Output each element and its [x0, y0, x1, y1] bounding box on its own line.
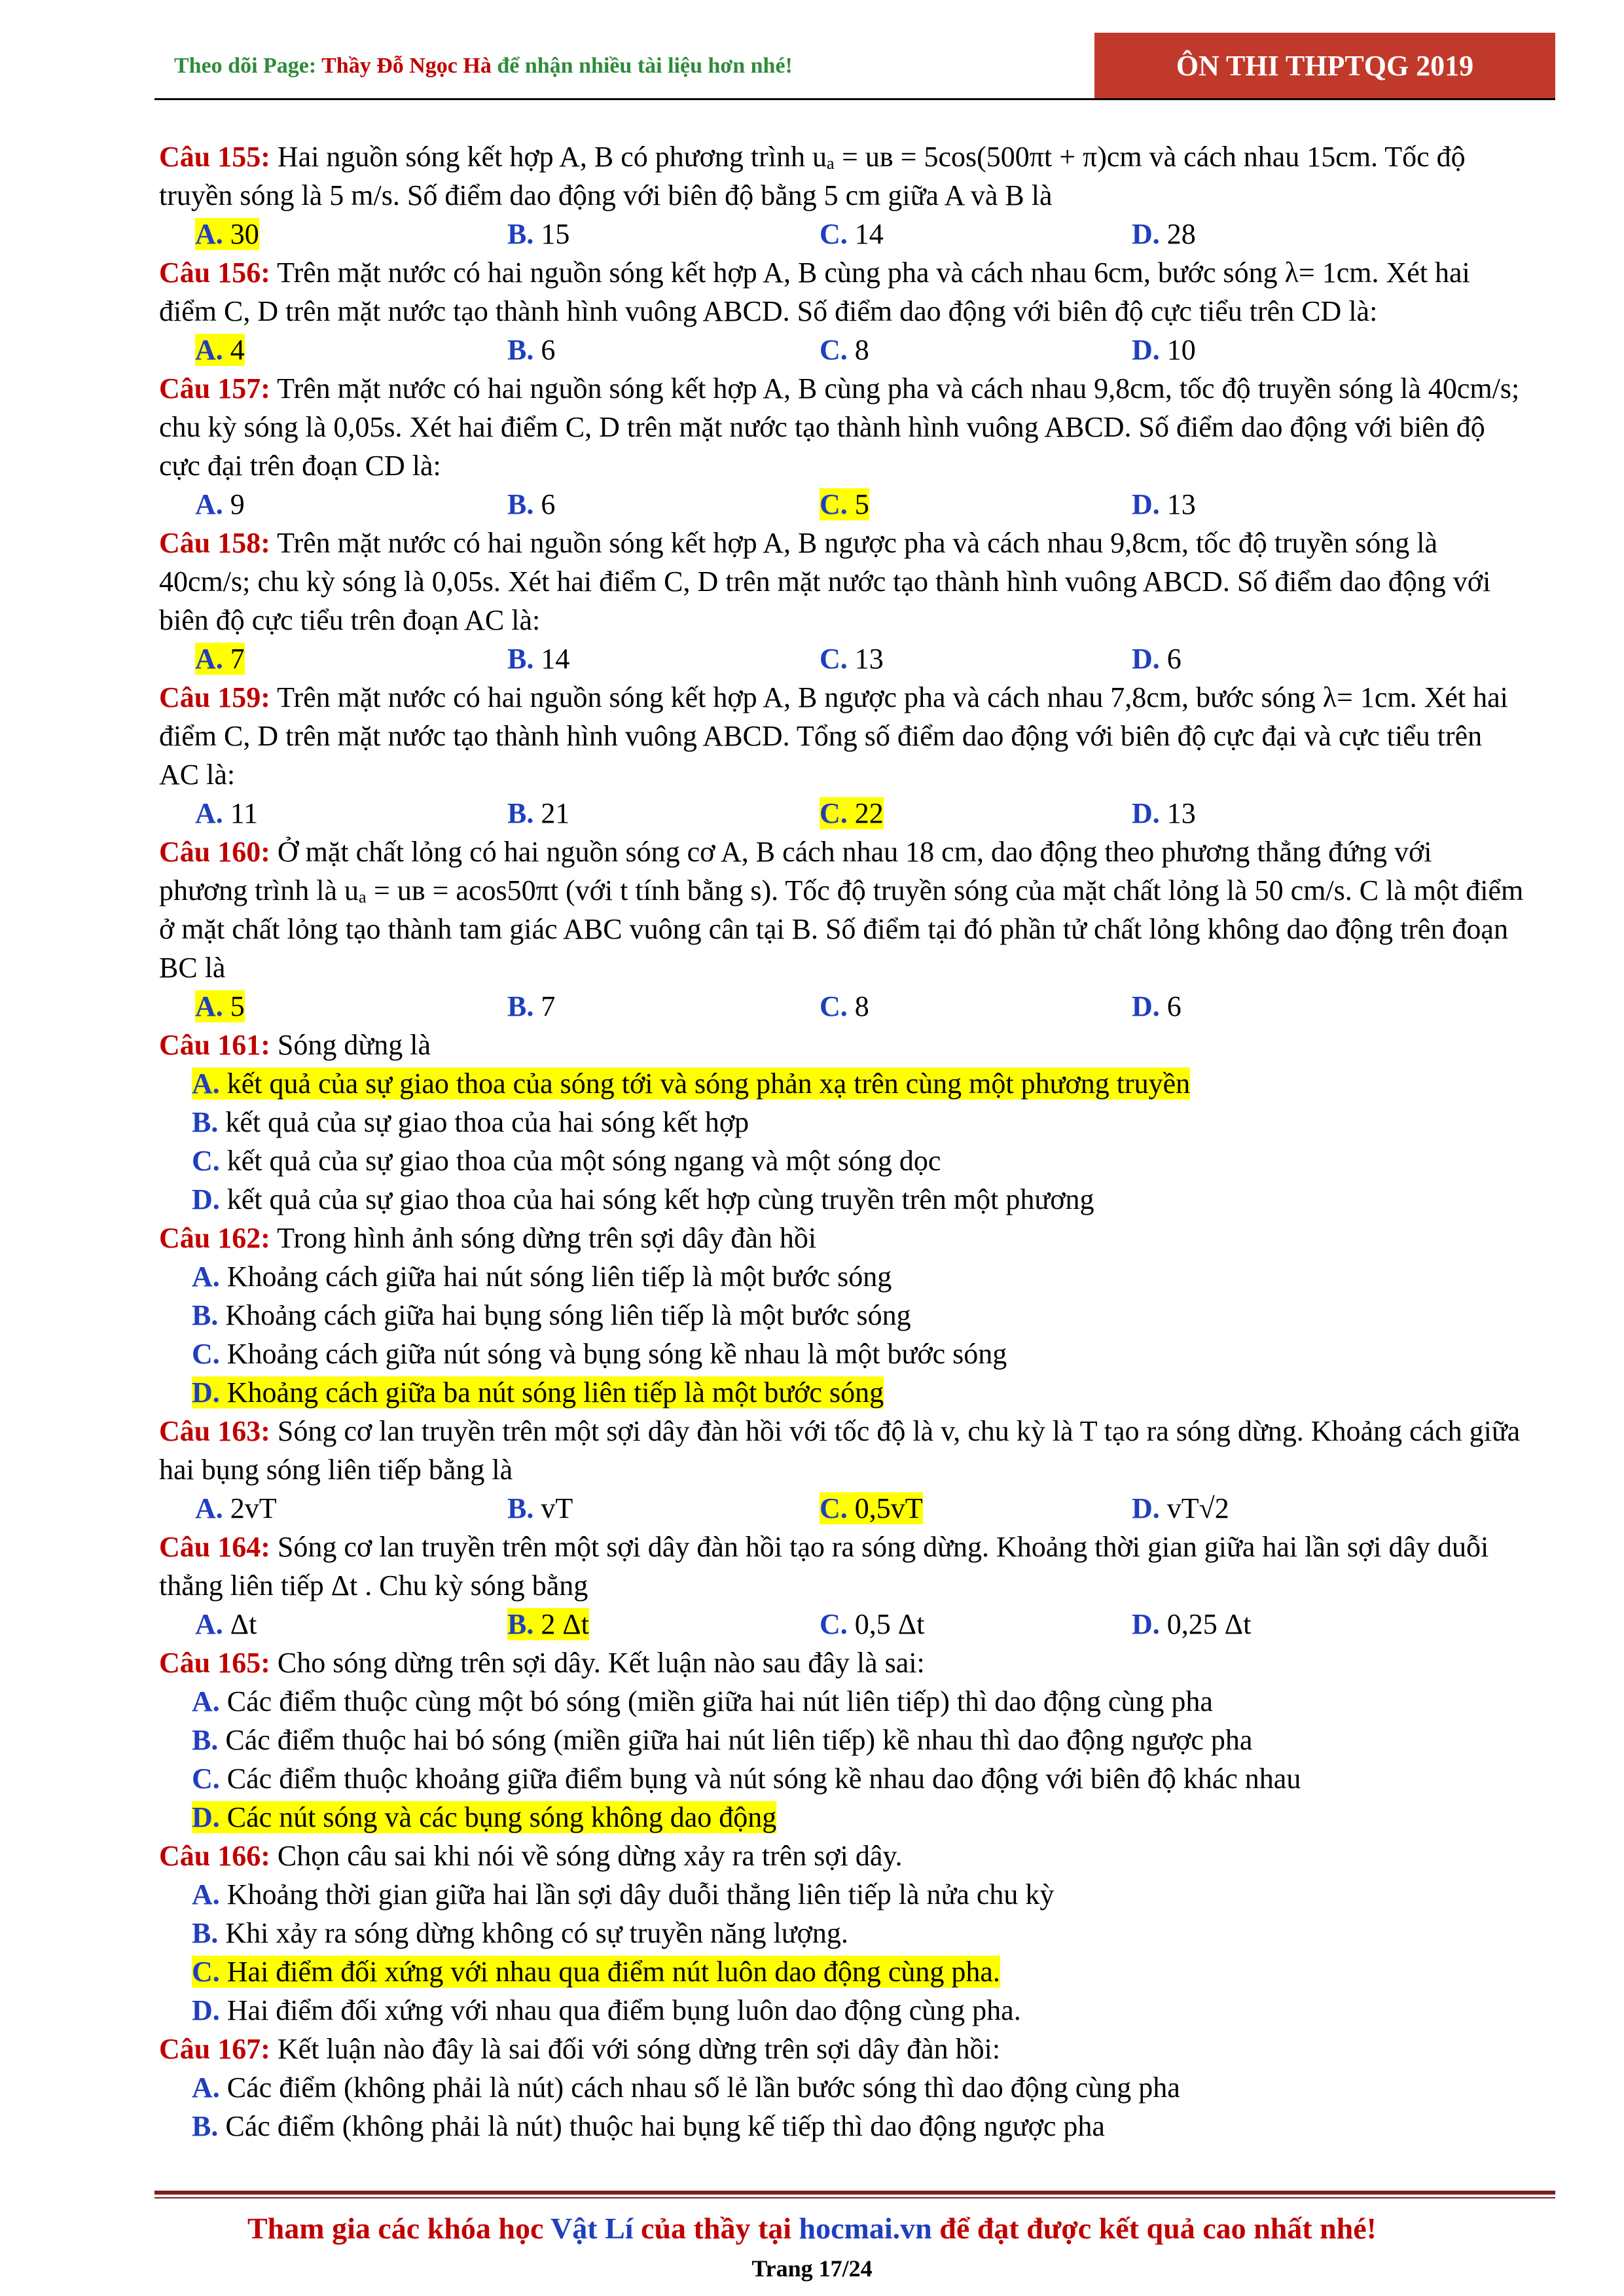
answer-option: [1132, 1605, 1444, 1643]
option-letter: A.: [195, 1492, 223, 1524]
answer-option: [1132, 1489, 1444, 1528]
option-text: 5: [847, 488, 869, 520]
option-text: 13: [1159, 797, 1196, 829]
answer-option: [159, 1759, 1527, 1798]
option-text: 2vT: [223, 1492, 277, 1524]
option-letter: C.: [820, 797, 848, 829]
option-text: 28: [1159, 218, 1196, 250]
answer-option: [159, 1064, 1527, 1103]
option-letter: B.: [192, 1917, 219, 1949]
answer-option: [159, 1682, 1527, 1721]
answer-option: [159, 1798, 1527, 1837]
answer-option: [507, 1605, 820, 1643]
option-text: 2 Δt: [533, 1608, 589, 1640]
question-text: Trên mặt nước có hai nguồn sóng kết hợp A, B cùng pha và cách nhau 9,8cm, tốc độ truyền sóng là 40cm/s; chu kỳ sóng là 0,05s. Xét hai điểm C, D trên mặt nước tạo thành hình vuông ABCD. Số điểm dao động với biên độ cực đại trên đoạn CD là:: [159, 372, 1520, 482]
option-letter: B.: [507, 218, 534, 250]
option-letter: D.: [192, 1183, 220, 1215]
option-text: 30: [223, 218, 259, 250]
option-letter: B.: [507, 1608, 534, 1640]
option-text: Khi xảy ra sóng dừng không có sự truyền năng lượng.: [218, 1917, 848, 1949]
question-number: Câu 162:: [159, 1222, 270, 1254]
option-text: Các điểm thuộc hai bó sóng (miền giữa hai nút liên tiếp) kề nhau thì dao động ngược pha: [218, 1724, 1253, 1756]
option-text: Các điểm thuộc khoảng giữa điểm bụng và nút sóng kề nhau dao động với biên độ khác nhau: [219, 1763, 1301, 1795]
option-text: 7: [533, 990, 556, 1022]
option-letter: B.: [192, 2110, 219, 2142]
answer-option: [159, 2107, 1527, 2145]
answer-option: [159, 1296, 1527, 1335]
answer-option: [507, 331, 820, 369]
question-text: Ở mặt chất lỏng có hai nguồn sóng cơ A, B cách nhau 18 cm, dao động theo phương thẳng đứng với phương trình là uₐ = uʙ = acos50πt (với t tính bằng s). Tốc độ truyền sóng của mặt chất lỏng là 50 cm/s. C là một điểm ở mặt chất lỏng tạo thành tam giác ABC vuông cân tại B. Số điểm tại đó phần tử chất lỏng không dao động trên đoạn BC là: [159, 836, 1524, 984]
answer-options: [159, 331, 1527, 369]
option-text: 14: [847, 218, 884, 250]
footer-site-link[interactable]: hocmai.vn: [799, 2212, 932, 2245]
question-number: Câu 163:: [159, 1415, 270, 1447]
option-text: kết quả của sự giao thoa của hai sóng kết hợp cùng truyền trên một phương: [219, 1183, 1094, 1215]
answer-option: [159, 1257, 1527, 1296]
question-text: Kết luận nào đây là sai đối với sóng dừng trên sợi dây đàn hồi:: [270, 2033, 1001, 2065]
question-text: Hai nguồn sóng kết hợp A, B có phương trình uₐ = uʙ = 5cos(500πt + π)cm và cách nhau 15cm. Tốc độ truyền sóng là 5 m/s. Số điểm dao động với biên độ bằng 5 cm giữa A và B là: [159, 141, 1466, 211]
question-text: Sóng dừng là: [270, 1029, 431, 1061]
option-letter: C.: [820, 488, 848, 520]
option-letter: A.: [195, 990, 223, 1022]
question-157: [159, 369, 1527, 485]
question-number: Câu 155:: [159, 141, 270, 173]
option-letter: A.: [192, 1261, 220, 1293]
answer-option: [195, 794, 507, 833]
question-156: [159, 253, 1527, 331]
answer-option: [1132, 639, 1444, 678]
option-letter: B.: [507, 334, 534, 366]
option-text: 13: [847, 643, 884, 675]
option-letter: B.: [507, 643, 534, 675]
answer-option: [159, 1914, 1527, 1952]
option-letter: D.: [1132, 488, 1160, 520]
option-letter: D.: [1132, 643, 1160, 675]
answer-option: [159, 1103, 1527, 1141]
option-text: Khoảng cách giữa ba nút sóng liên tiếp là một bước sóng: [219, 1376, 884, 1408]
option-letter: D.: [192, 1376, 220, 1408]
answer-option: [195, 1605, 507, 1643]
option-letter: C.: [192, 1145, 220, 1177]
question-number: Câu 167:: [159, 2033, 270, 2065]
question-155: [159, 137, 1527, 215]
option-text: Khoảng cách giữa nút sóng và bụng sóng kề nhau là một bước sóng: [219, 1338, 1007, 1370]
header-follow-text: [174, 54, 793, 79]
question-text: Cho sóng dừng trên sợi dây. Kết luận nào sau đây là sai:: [270, 1647, 925, 1679]
question-text: Chọn câu sai khi nói về sóng dừng xảy ra trên sợi dây.: [270, 1840, 903, 1872]
option-text: 21: [533, 797, 570, 829]
option-letter: D.: [1132, 1608, 1160, 1640]
option-text: kết quả của sự giao thoa của sóng tới và sóng phản xạ trên cùng một phương truyền: [219, 1067, 1191, 1100]
option-text: vT: [533, 1492, 573, 1524]
option-text: 6: [533, 488, 556, 520]
option-letter: D.: [1132, 990, 1160, 1022]
question-number: Câu 156:: [159, 257, 270, 289]
option-text: Hai điểm đối xứng với nhau qua điểm nút luôn dao động cùng pha.: [219, 1956, 1000, 1988]
option-letter: A.: [192, 2072, 220, 2104]
option-text: 8: [847, 990, 869, 1022]
option-letter: A.: [192, 1067, 220, 1100]
question-166: [159, 1837, 1527, 1875]
option-text: Khoảng cách giữa hai bụng sóng liên tiếp là một bước sóng: [218, 1299, 911, 1331]
answer-option: [820, 1489, 1132, 1528]
question-list: [159, 137, 1527, 2145]
answer-option: [195, 1489, 507, 1528]
answer-option: [507, 794, 820, 833]
answer-option: [159, 1373, 1527, 1412]
header-divider: [154, 98, 1555, 100]
option-letter: A.: [195, 643, 223, 675]
option-letter: B.: [507, 797, 534, 829]
answer-option: [1132, 215, 1444, 253]
option-text: 22: [847, 797, 884, 829]
question-number: Câu 164:: [159, 1531, 270, 1563]
answer-option: [195, 215, 507, 253]
option-text: Hai điểm đối xứng với nhau qua điểm bụng luôn dao động cùng pha.: [219, 1994, 1021, 2026]
question-159: [159, 678, 1527, 794]
answer-option: [159, 1180, 1527, 1219]
option-text: 7: [223, 643, 245, 675]
option-text: 11: [223, 797, 259, 829]
answer-option: [820, 639, 1132, 678]
option-letter: A.: [195, 797, 223, 829]
option-letter: D.: [192, 1801, 220, 1833]
footer-part-5: để đạt được kết quả cao nhất nhé!: [931, 2212, 1377, 2245]
footer-divider-thin: [154, 2197, 1555, 2198]
question-162: [159, 1219, 1527, 1257]
option-letter: B.: [507, 488, 534, 520]
answer-option: [195, 485, 507, 524]
option-text: Các điểm (không phải là nút) thuộc hai bụng kế tiếp thì dao động ngược pha: [218, 2110, 1105, 2142]
answer-option: [507, 639, 820, 678]
answer-options: [159, 485, 1527, 524]
answer-option: [820, 215, 1132, 253]
option-text: 6: [1159, 990, 1182, 1022]
answer-options: [159, 1605, 1527, 1643]
answer-option: [1132, 794, 1444, 833]
option-text: kết quả của sự giao thoa của hai sóng kết hợp: [218, 1106, 749, 1138]
answer-options: [159, 215, 1527, 253]
question-number: Câu 157:: [159, 372, 270, 404]
option-text: 0,25 Δt: [1159, 1608, 1252, 1640]
question-164: [159, 1528, 1527, 1605]
answer-option: [820, 331, 1132, 369]
option-text: 15: [533, 218, 570, 250]
page-number: Trang 17/24: [751, 2255, 873, 2282]
question-161: [159, 1026, 1527, 1064]
answer-option: [195, 987, 507, 1026]
header-teacher-name: Thầy Đỗ Ngọc Hà: [321, 54, 492, 78]
footer-part-1: Tham gia các khóa học: [247, 2212, 551, 2245]
answer-options: [159, 987, 1527, 1026]
option-letter: A.: [195, 334, 223, 366]
option-letter: C.: [820, 218, 848, 250]
option-text: 10: [1159, 334, 1196, 366]
header-suffix: để nhận nhiều tài liệu hơn nhé!: [491, 54, 793, 78]
option-letter: D.: [1132, 218, 1160, 250]
option-letter: D.: [192, 1994, 220, 2026]
question-160: [159, 833, 1527, 987]
option-text: 9: [223, 488, 245, 520]
answer-option: [820, 1605, 1132, 1643]
option-letter: A.: [195, 218, 223, 250]
question-text: Trên mặt nước có hai nguồn sóng kết hợp A, B ngược pha và cách nhau 7,8cm, bước sóng λ= 1cm. Xét hai điểm C, D trên mặt nước tạo thành hình vuông ABCD. Tổng số điểm dao động với biên độ cực đại và cực tiểu trên AC là:: [159, 681, 1508, 791]
option-letter: C.: [192, 1956, 220, 1988]
option-text: Các điểm (không phải là nút) cách nhau số lẻ lần bước sóng thì dao động cùng pha: [219, 2072, 1180, 2104]
answer-option: [820, 987, 1132, 1026]
answer-option: [159, 1991, 1527, 2030]
answer-option: [507, 215, 820, 253]
footer-subject: Vật Lí: [550, 2212, 634, 2245]
option-text: 8: [847, 334, 869, 366]
footer-divider: [154, 2191, 1555, 2195]
option-letter: B.: [507, 990, 534, 1022]
option-letter: D.: [1132, 1492, 1160, 1524]
option-letter: A.: [192, 1878, 220, 1910]
option-text: Δt: [223, 1608, 257, 1640]
option-text: Khoảng cách giữa hai nút sóng liên tiếp là một bước sóng: [219, 1261, 892, 1293]
option-letter: B.: [192, 1299, 219, 1331]
answer-option: [1132, 987, 1444, 1026]
question-158: [159, 524, 1527, 639]
answer-option: [820, 485, 1132, 524]
option-text: 14: [533, 643, 570, 675]
option-text: vT√2: [1159, 1492, 1229, 1524]
option-text: kết quả của sự giao thoa của một sóng ngang và một sóng dọc: [219, 1145, 941, 1177]
option-letter: B.: [507, 1492, 534, 1524]
option-text: 6: [1159, 643, 1182, 675]
answer-option: [1132, 485, 1444, 524]
option-letter: B.: [192, 1106, 219, 1138]
answer-options: [159, 1489, 1527, 1528]
option-letter: D.: [1132, 797, 1160, 829]
answer-option: [159, 1721, 1527, 1759]
question-number: Câu 165:: [159, 1647, 270, 1679]
option-letter: D.: [1132, 334, 1160, 366]
answer-option: [507, 987, 820, 1026]
answer-options: [159, 794, 1527, 833]
answer-option: [507, 485, 820, 524]
option-text: 5: [223, 990, 245, 1022]
question-text: Trong hình ảnh sóng dừng trên sợi dây đàn hồi: [270, 1222, 817, 1254]
answer-option: [159, 1952, 1527, 1991]
answer-option: [1132, 331, 1444, 369]
option-letter: C.: [192, 1763, 220, 1795]
option-letter: A.: [195, 1608, 223, 1640]
answer-option: [195, 639, 507, 678]
question-text: Sóng cơ lan truyền trên một sợi dây đàn hồi với tốc độ là v, chu kỳ là T tạo ra sóng dừng. Khoảng cách giữa hai bụng sóng liên tiếp bằng là: [159, 1415, 1521, 1486]
question-number: Câu 166:: [159, 1840, 270, 1872]
header-exam-badge: ÔN THI THPTQG 2019: [1094, 33, 1555, 98]
option-text: 13: [1159, 488, 1196, 520]
question-number: Câu 160:: [159, 836, 270, 868]
question-text: Trên mặt nước có hai nguồn sóng kết hợp A, B ngược pha và cách nhau 9,8cm, tốc độ truyền sóng là 40cm/s; chu kỳ sóng là 0,05s. Xét hai điểm C, D trên mặt nước tạo thành hình vuông ABCD. Số điểm dao động với biên độ cực tiểu trên đoạn AC là:: [159, 527, 1491, 636]
option-letter: C.: [820, 643, 848, 675]
option-text: 4: [223, 334, 245, 366]
option-letter: C.: [820, 1492, 848, 1524]
answer-option: [507, 1489, 820, 1528]
question-number: Câu 161:: [159, 1029, 270, 1061]
option-letter: A.: [195, 488, 223, 520]
option-text: Các điểm thuộc cùng một bó sóng (miền giữa hai nút liên tiếp) thì dao động cùng pha: [219, 1685, 1213, 1717]
option-letter: A.: [192, 1685, 220, 1717]
question-text: Sóng cơ lan truyền trên một sợi dây đàn hồi tạo ra sóng dừng. Khoảng thời gian giữa hai lần sợi dây duỗi thẳng liên tiếp Δt . Chu kỳ sóng bằng: [159, 1531, 1489, 1602]
answer-option: [820, 794, 1132, 833]
footer-promo: [0, 2211, 1624, 2246]
option-letter: C.: [820, 990, 848, 1022]
answer-options: [159, 639, 1527, 678]
option-letter: C.: [192, 1338, 220, 1370]
question-text: Trên mặt nước có hai nguồn sóng kết hợp A, B cùng pha và cách nhau 6cm, bước sóng λ= 1cm. Xét hai điểm C, D trên mặt nước tạo thành hình vuông ABCD. Số điểm dao động với biên độ cực tiểu trên CD là:: [159, 257, 1470, 327]
answer-option: [195, 331, 507, 369]
question-163: [159, 1412, 1527, 1489]
option-letter: B.: [192, 1724, 219, 1756]
question-167: [159, 2030, 1527, 2068]
answer-option: [159, 1335, 1527, 1373]
answer-option: [159, 1141, 1527, 1180]
option-letter: C.: [820, 334, 848, 366]
option-text: 6: [533, 334, 556, 366]
question-number: Câu 159:: [159, 681, 270, 713]
answer-option: [159, 1875, 1527, 1914]
option-letter: C.: [820, 1608, 848, 1640]
option-text: Các nút sóng và các bụng sóng không dao động: [219, 1801, 777, 1833]
question-165: [159, 1643, 1527, 1682]
option-text: Khoảng thời gian giữa hai lần sợi dây duỗi thẳng liên tiếp là nửa chu kỳ: [219, 1878, 1055, 1910]
footer-part-3: của thầy tại: [633, 2212, 799, 2245]
answer-option: [159, 2068, 1527, 2107]
option-text: 0,5 Δt: [847, 1608, 925, 1640]
header-prefix: Theo dõi Page:: [174, 54, 322, 78]
question-number: Câu 158:: [159, 527, 270, 559]
option-text: 0,5vT: [847, 1492, 923, 1524]
